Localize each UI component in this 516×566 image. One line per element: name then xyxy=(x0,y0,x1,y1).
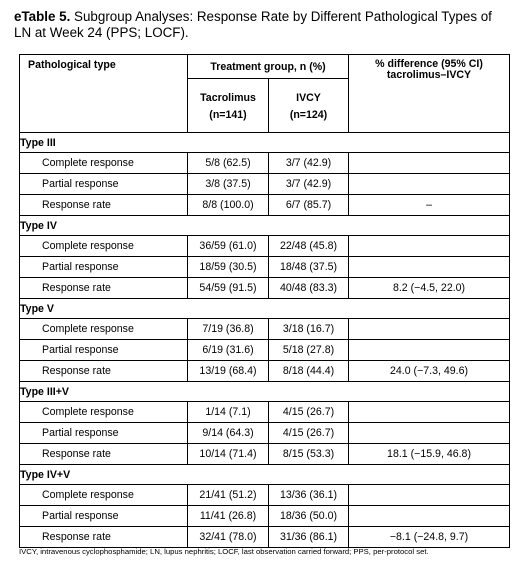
response-label: Complete response xyxy=(20,485,188,506)
pct-difference-value: −8.1 (−24.8, 9.7) xyxy=(349,527,510,548)
group-header-row xyxy=(20,216,510,236)
pct-difference-value xyxy=(349,402,510,423)
table-caption-text: Subgroup Analyses: Response Rate by Different Pathological Types of LN at Week 24 (PPS; LOCF). xyxy=(14,9,492,40)
pct-difference-value xyxy=(349,153,510,174)
tacrolimus-value: 9/14 (64.3) xyxy=(188,423,269,444)
response-label: Complete response xyxy=(20,402,188,423)
header-ivcy xyxy=(269,79,349,133)
tacrolimus-value: 8/8 (100.0) xyxy=(188,195,269,216)
table-row xyxy=(20,444,510,465)
response-label: Complete response xyxy=(20,319,188,340)
pathological-type-label: Type IV+V xyxy=(20,465,510,485)
response-label: Complete response xyxy=(20,153,188,174)
table-caption xyxy=(14,9,504,41)
table-row xyxy=(20,195,510,216)
ivcy-value: 8/15 (53.3) xyxy=(269,444,349,465)
pathological-type-label: Type IV xyxy=(20,216,510,236)
header-row xyxy=(20,55,510,79)
ivcy-value: 8/18 (44.4) xyxy=(269,361,349,382)
table-row xyxy=(20,236,510,257)
tacrolimus-value: 18/59 (30.5) xyxy=(188,257,269,278)
tacrolimus-value: 5/8 (62.5) xyxy=(188,153,269,174)
pct-difference-value: 18.1 (−15.9, 46.8) xyxy=(349,444,510,465)
response-label: Response rate xyxy=(20,195,188,216)
table-row xyxy=(20,527,510,548)
pct-difference-value: 24.0 (−7.3, 49.6) xyxy=(349,361,510,382)
table-row xyxy=(20,340,510,361)
table-body xyxy=(20,133,510,548)
tacrolimus-value: 10/14 (71.4) xyxy=(188,444,269,465)
header-tacrolimus-label: Tacrolimus xyxy=(200,91,256,104)
pct-difference-value xyxy=(349,319,510,340)
table-row xyxy=(20,423,510,444)
tacrolimus-value: 54/59 (91.5) xyxy=(188,278,269,299)
response-label: Response rate xyxy=(20,278,188,299)
group-header-row xyxy=(20,382,510,402)
pct-difference-value xyxy=(349,340,510,361)
ivcy-value: 3/7 (42.9) xyxy=(269,174,349,195)
response-label: Partial response xyxy=(20,340,188,361)
response-label: Partial response xyxy=(20,257,188,278)
group-header-row xyxy=(20,465,510,485)
table-row xyxy=(20,402,510,423)
table-row xyxy=(20,506,510,527)
response-label: Partial response xyxy=(20,174,188,195)
header-tacrolimus-n: (n=141) xyxy=(209,108,247,121)
ivcy-value: 18/48 (37.5) xyxy=(269,257,349,278)
table-caption-label: eTable 5. xyxy=(14,9,71,24)
pct-difference-value xyxy=(349,174,510,195)
header-treatment-group: Treatment group, n (%) xyxy=(188,55,349,79)
ivcy-value: 4/15 (26.7) xyxy=(269,423,349,444)
header-pct-difference xyxy=(349,55,510,133)
table-row xyxy=(20,174,510,195)
response-label: Partial response xyxy=(20,423,188,444)
ivcy-value: 22/48 (45.8) xyxy=(269,236,349,257)
pathological-type-label: Type III+V xyxy=(20,382,510,402)
table-row xyxy=(20,319,510,340)
table-row xyxy=(20,153,510,174)
table-row xyxy=(20,485,510,506)
table-row xyxy=(20,257,510,278)
response-label: Response rate xyxy=(20,444,188,465)
header-ivcy-n: (n=124) xyxy=(289,108,328,121)
header-pathological-type: Pathological type xyxy=(20,55,188,133)
ivcy-value: 4/15 (26.7) xyxy=(269,402,349,423)
response-label: Partial response xyxy=(20,506,188,527)
pct-difference-value xyxy=(349,236,510,257)
pct-difference-value: 8.2 (−4.5, 22.0) xyxy=(349,278,510,299)
table-row xyxy=(20,278,510,299)
tacrolimus-value: 11/41 (26.8) xyxy=(188,506,269,527)
pct-difference-value xyxy=(349,257,510,278)
tacrolimus-value: 21/41 (51.2) xyxy=(188,485,269,506)
tacrolimus-value: 3/8 (37.5) xyxy=(188,174,269,195)
tacrolimus-value: 1/14 (7.1) xyxy=(188,402,269,423)
pathological-type-label: Type III xyxy=(20,133,510,153)
pct-difference-value xyxy=(349,506,510,527)
response-label: Response rate xyxy=(20,527,188,548)
ivcy-value: 40/48 (83.3) xyxy=(269,278,349,299)
response-label: Complete response xyxy=(20,236,188,257)
ivcy-value: 6/7 (85.7) xyxy=(269,195,349,216)
header-ivcy-label: IVCY xyxy=(296,91,321,104)
tacrolimus-value: 36/59 (61.0) xyxy=(188,236,269,257)
subgroup-table xyxy=(19,54,510,548)
response-label: Response rate xyxy=(20,361,188,382)
pct-difference-value: – xyxy=(349,195,510,216)
pct-difference-value xyxy=(349,423,510,444)
table-row xyxy=(20,361,510,382)
group-header-row xyxy=(20,133,510,153)
header-tacrolimus xyxy=(188,79,269,133)
ivcy-value: 5/18 (27.8) xyxy=(269,340,349,361)
ivcy-value: 13/36 (36.1) xyxy=(269,485,349,506)
header-pct-difference-line1: % difference (95% CI) xyxy=(375,58,483,70)
ivcy-value: 18/36 (50.0) xyxy=(269,506,349,527)
tacrolimus-value: 13/19 (68.4) xyxy=(188,361,269,382)
tacrolimus-value: 32/41 (78.0) xyxy=(188,527,269,548)
ivcy-value: 3/7 (42.9) xyxy=(269,153,349,174)
tacrolimus-value: 6/19 (31.6) xyxy=(188,340,269,361)
group-header-row xyxy=(20,299,510,319)
pathological-type-label: Type V xyxy=(20,299,510,319)
footnote: IVCY, intravenous cyclophosphamide; LN, lupus nephritis; LOCF, last observation carried forward; PPS, per-protocol set. xyxy=(19,547,429,556)
header-pct-difference-line2: tacrolimus–IVCY xyxy=(386,69,472,81)
ivcy-value: 31/36 (86.1) xyxy=(269,527,349,548)
ivcy-value: 3/18 (16.7) xyxy=(269,319,349,340)
tacrolimus-value: 7/19 (36.8) xyxy=(188,319,269,340)
pct-difference-value xyxy=(349,485,510,506)
